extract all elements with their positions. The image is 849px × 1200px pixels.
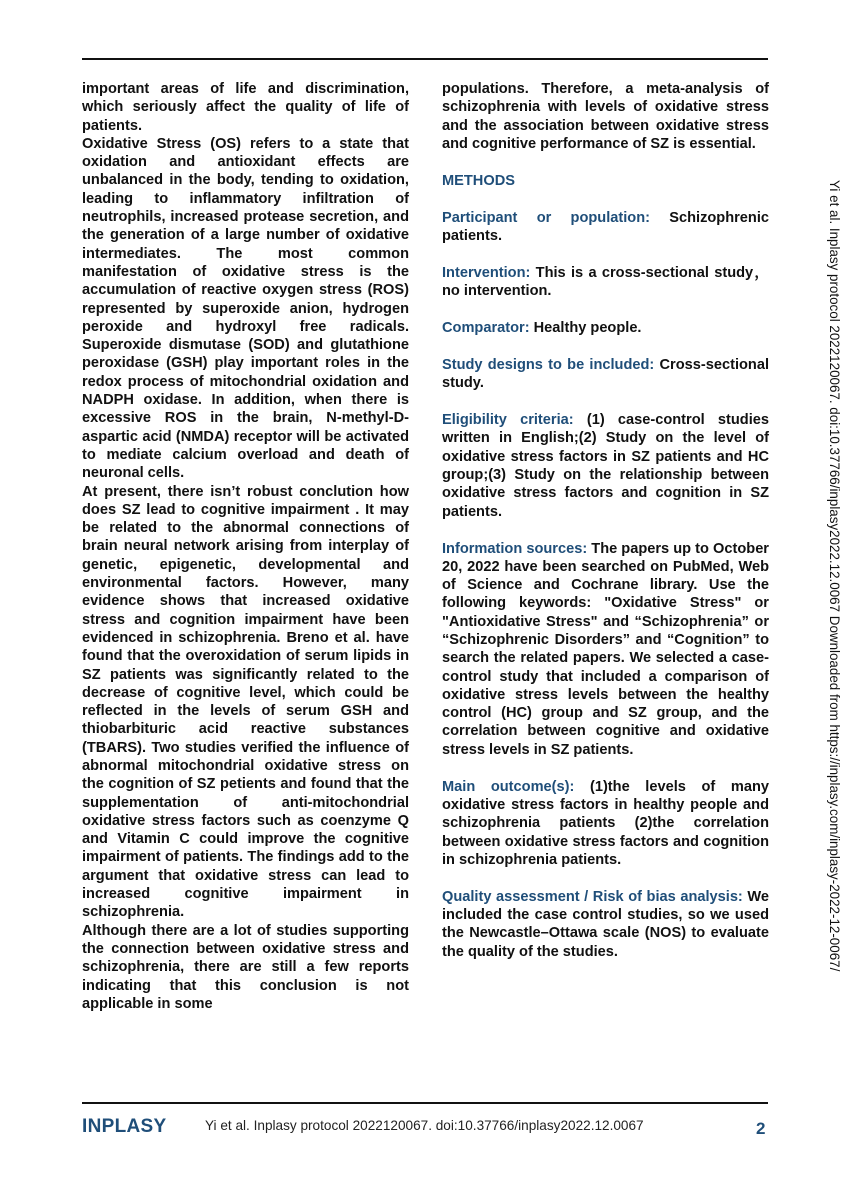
section-text: This is a cross-sectional study，no intervention. (442, 264, 769, 300)
section-text: The papers up to October 20, 2022 have been searched on PubMed, Web of Science and Cochrane library. Use the following keywords: "Oxidative Stress" or "Antioxidative Stress" and “Schizophrenia” or “Schizophrenic Disorders” and “Cognition” to search the related papers. We selected a case-control study that included a comparison of oxidative stress levels between the healthy control (HC) group and SZ group, and the correlation between cognitive and oxidative stress levels in SZ patients. (442, 540, 769, 758)
section-comparator (442, 319, 769, 337)
section-study-designs (442, 356, 769, 393)
section-information-sources (442, 540, 769, 760)
section-label: Participant or population: (442, 209, 650, 226)
section-eligibility (442, 411, 769, 521)
section-label: Comparator: (442, 320, 530, 337)
side-download-note: Yi et al. Inplasy protocol 2022120067. doi:10.37766/inplasy2022.12.0067 Downloaded from https://inplasy.com/inplasy-2022-12-0067/ (827, 180, 842, 972)
section-label: Quality assessment / Risk of bias analysis: (442, 888, 743, 905)
section-label: Main outcome(s): (442, 778, 575, 795)
footer-citation: Yi et al. Inplasy protocol 2022120067. doi:10.37766/inplasy2022.12.0067 (205, 1118, 644, 1133)
section-text: (1) case-control studies written in English;(2) Study on the level of oxidative stress factors in SZ patients and HC group;(3) Study on the relationship between oxidative stress factors and cognition in SZ patients. (442, 412, 769, 520)
body-paragraph: Although there are a lot of studies supporting the connection between oxidative stress and schizophrenia, there are still a few reports indicating that this conclusion is not applicable in some (82, 922, 409, 1012)
methods-heading: METHODS (442, 172, 515, 189)
body-paragraph: important areas of life and discrimination, which seriously affect the quality of life of patients. (82, 81, 409, 134)
right-column (442, 80, 769, 980)
section-text: We included the case control studies, so we used the Newcastle–Ottawa scale (NOS) to evaluate the quality of the studies. (442, 888, 769, 960)
section-text: Cross-sectional study. (442, 356, 769, 392)
section-intervention (442, 264, 769, 301)
section-label: Study designs to be included: (442, 356, 655, 373)
footer-rule (82, 1102, 768, 1104)
body-paragraph: At present, there isn’t robust conclution how does SZ lead to cognitive impairment . It may be related to the abnormal connections of brain neural network arising from interplay of genetic, epigenetic, developmental and environmental factors. However, many evidence shows that increased oxidative stress and cognition impairment have been evidenced in schizophrenia. Breno et al. have found that the overoxidation of serum lipids in SZ patients was significantly related to the decrease of cognitive level, which could be reflected in the levels of serum GSH and thiobarbituric acid reactive substances (TBARS). Two studies verified the influence of abnormal mitochondrial oxidative stress on the cognition of SZ petients and found that the supplementation of anti-mitochondrial oxidative stress factors such as coenzyme Q and Vitamin C could improve the cognitive impairment of patients. The findings add to the argument that oxidative stress can lead to increased cognitive impairment in schizophrenia. (82, 483, 409, 921)
section-text: Schizophrenic patients. (442, 209, 769, 244)
footer-brand: INPLASY (82, 1116, 167, 1137)
left-column (82, 80, 409, 1013)
section-participants (442, 209, 769, 246)
section-label: Information sources: (442, 540, 588, 557)
section-quality-assessment (442, 888, 769, 961)
page-number: 2 (756, 1119, 766, 1138)
header-rule (82, 58, 768, 60)
section-text: Healthy people. (529, 320, 642, 337)
section-text: (1)the levels of many oxidative stress factors in healthy people and schizophrenia patients (2)the correlation between oxidative stress factors and cognition in schizophrenia patients. (442, 778, 769, 868)
section-main-outcomes (442, 778, 769, 869)
body-paragraph: Oxidative Stress (OS) refers to a state that oxidation and antioxidant effects are unbalanced in the body, tending to oxidation, leading to inflammatory infiltration of neutrophils, increased protease secretion, and the generation of a large number of oxidative intermediates. The most common manifestation of oxidative stress is the accumulation of reactive oxygen stress (ROS) represented by superoxide anion, hydrogen peroxide and hydroxyl free radicals. Superoxide dismutase (SOD) and glutathione peroxidase (GSH) play important roles in the redox process of mitochondrial oxidation and NADPH oxidase. In addition, when there is excessive ROS in the brain, N-methyl-D-aspartic acid (NMDA) receptor will be activated to mediate calcium overload and death of neuronal cells. (82, 135, 409, 482)
intro-paragraph: populations. Therefore, a meta-analysis of schizophrenia with levels of oxidative stress and the association between oxidative stress and cognitive performance of SZ is essential. (442, 81, 769, 152)
section-label: Eligibility criteria: (442, 412, 574, 429)
section-label: Intervention: (442, 264, 531, 281)
